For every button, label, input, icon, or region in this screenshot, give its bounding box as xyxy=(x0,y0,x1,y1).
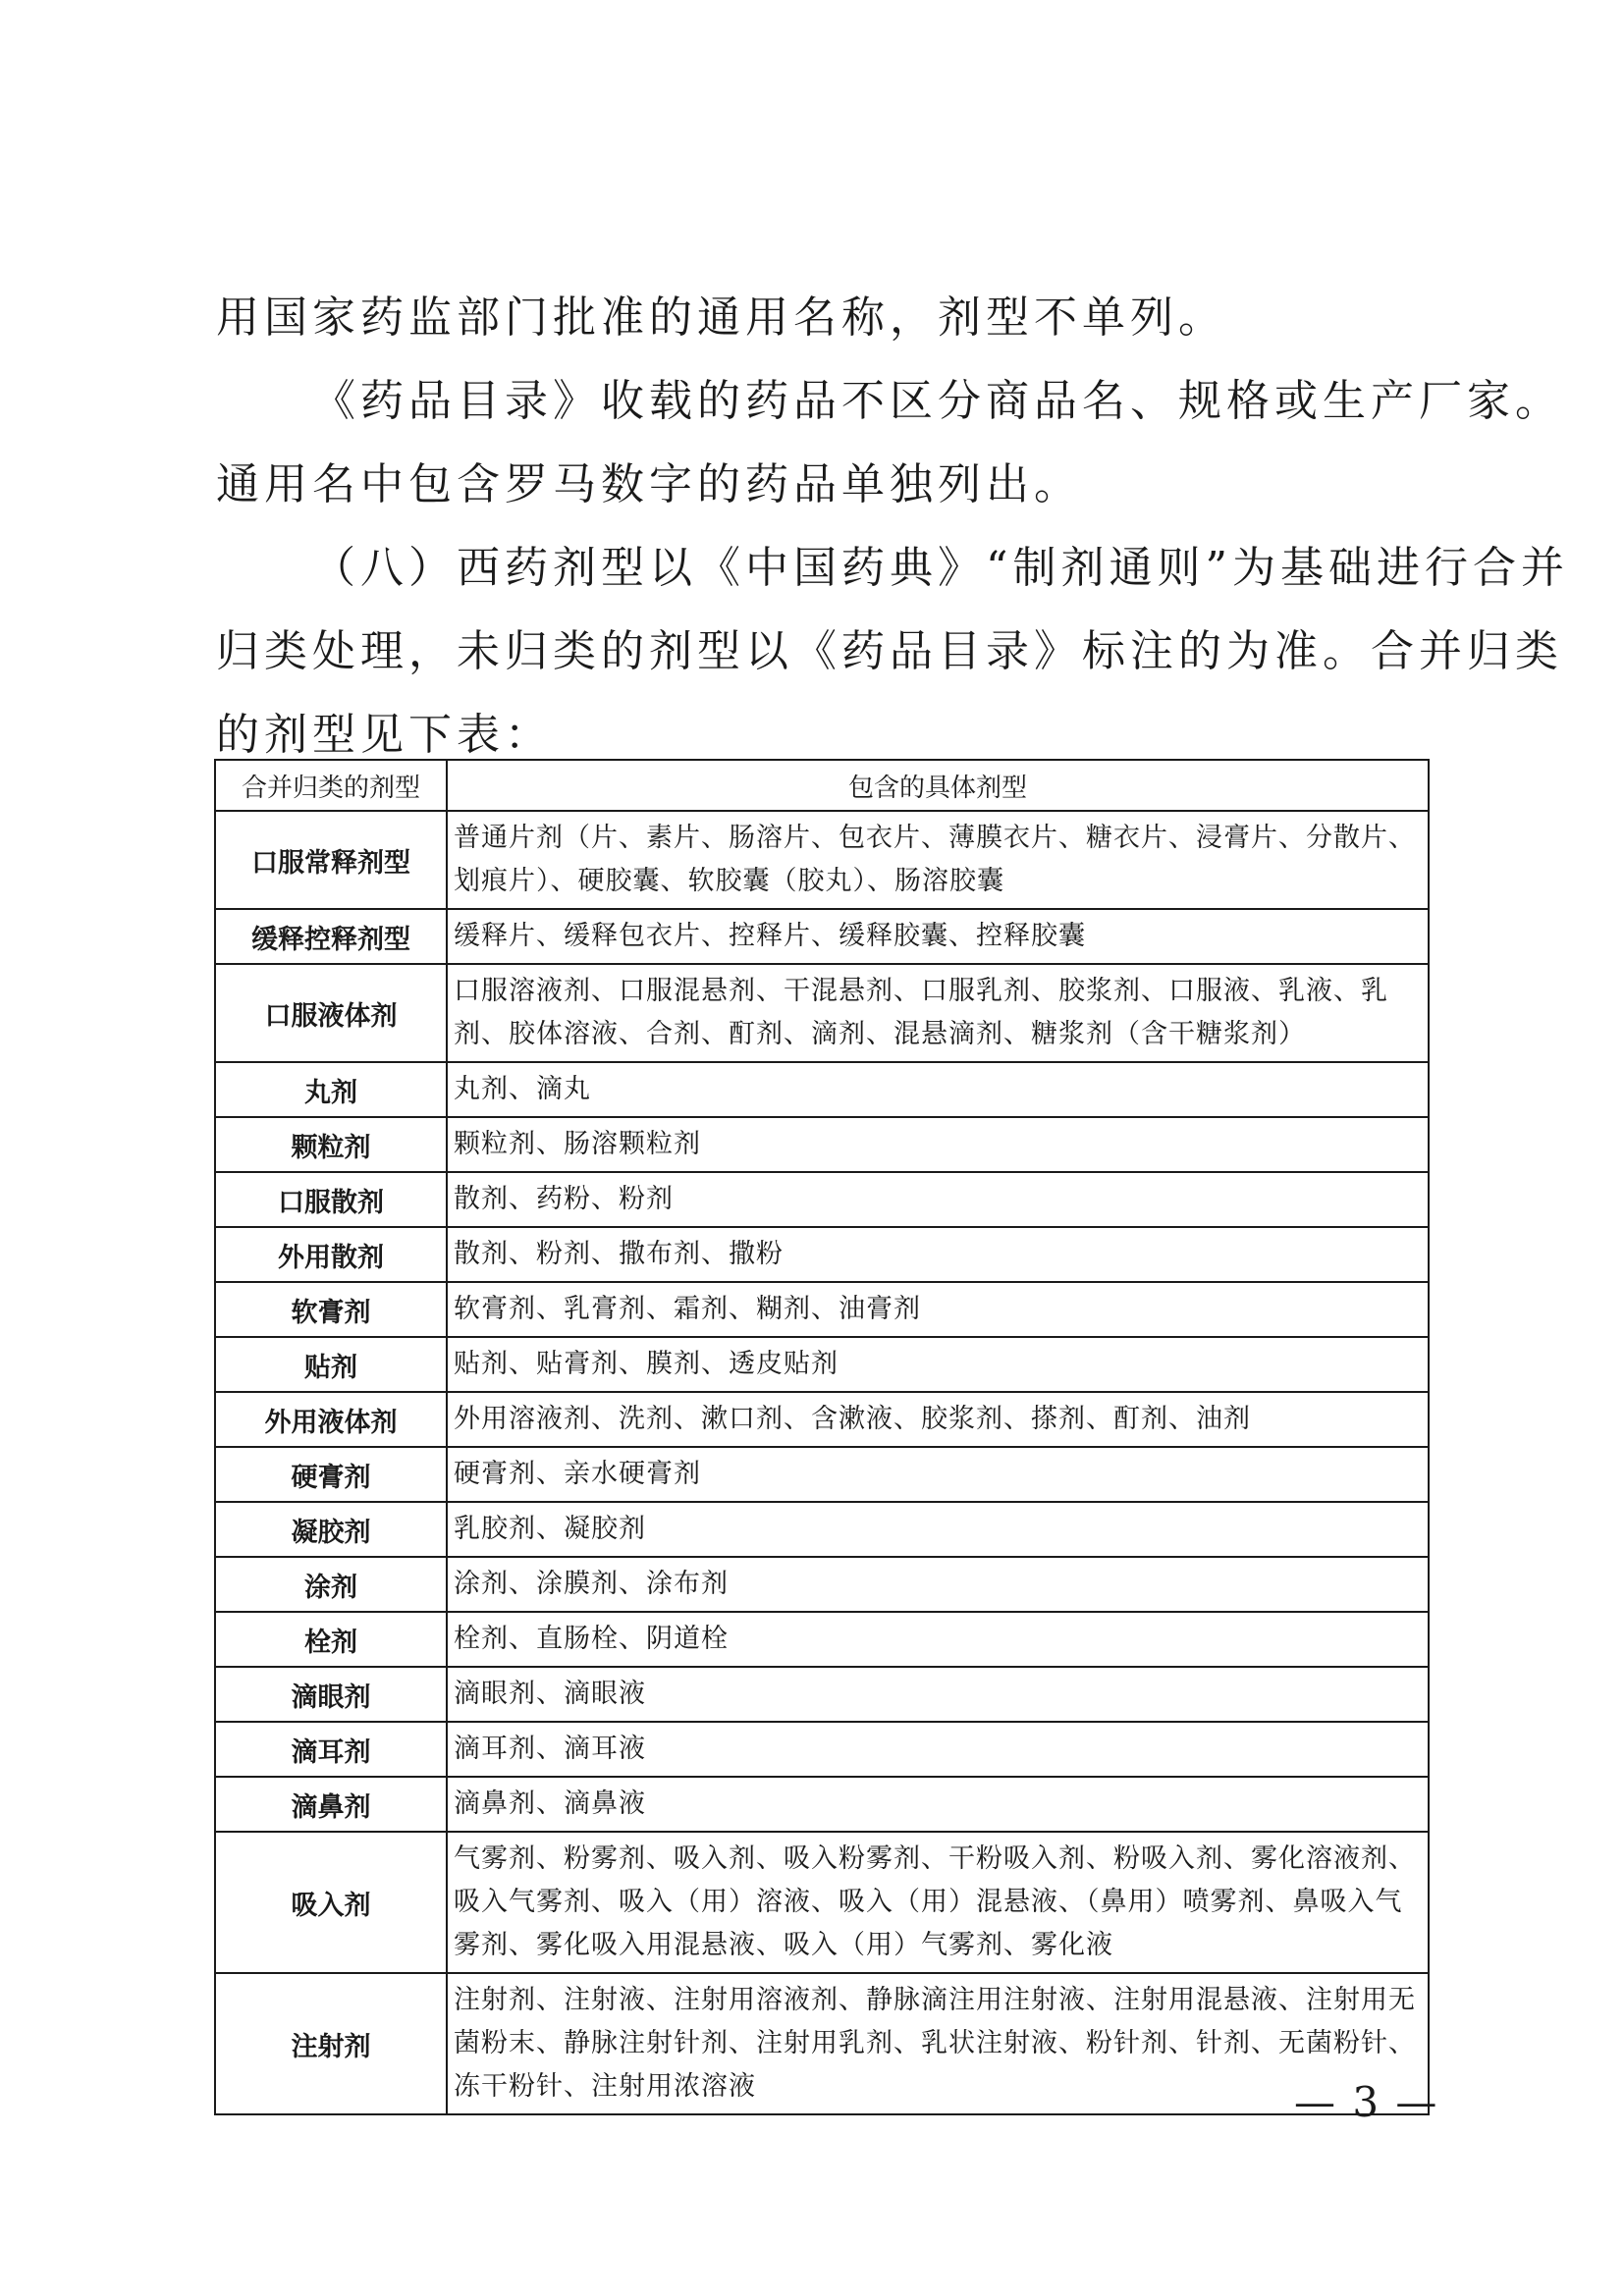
paragraph-line: 《药品目录》收载的药品不区分商品名、规格或生产厂家。 xyxy=(312,376,1563,426)
forms-cell: 栓剂、直肠栓、阴道栓 xyxy=(447,1612,1429,1667)
forms-cell: 口服溶液剂、口服混悬剂、干混悬剂、口服乳剂、胶浆剂、口服液、乳液、乳剂、胶体溶液、合剂、酊剂、滴剂、混悬滴剂、糖浆剂（含干糖浆剂） xyxy=(447,964,1429,1062)
category-cell: 缓释控释剂型 xyxy=(215,909,447,964)
paragraph-line: 通用名中包含罗马数字的药品单独列出。 xyxy=(216,459,1082,509)
forms-cell: 涂剂、涂膜剂、涂布剂 xyxy=(447,1557,1429,1612)
forms-cell: 滴眼剂、滴眼液 xyxy=(447,1667,1429,1722)
forms-cell: 贴剂、贴膏剂、膜剂、透皮贴剂 xyxy=(447,1337,1429,1392)
category-cell: 凝胶剂 xyxy=(215,1502,447,1557)
paragraph-line: 的剂型见下表： xyxy=(216,710,553,760)
category-cell: 外用液体剂 xyxy=(215,1392,447,1447)
table-row xyxy=(215,1337,1429,1392)
table-row xyxy=(215,964,1429,1062)
forms-cell: 滴耳剂、滴耳液 xyxy=(447,1722,1429,1777)
category-cell: 滴耳剂 xyxy=(215,1722,447,1777)
table-header-row xyxy=(215,760,1429,811)
table-row xyxy=(215,1392,1429,1447)
category-cell: 栓剂 xyxy=(215,1612,447,1667)
category-cell: 滴鼻剂 xyxy=(215,1777,447,1832)
table-row xyxy=(215,1557,1429,1612)
header-forms: 包含的具体剂型 xyxy=(447,760,1429,811)
paragraph-line: （八）西药剂型以《中国药典》“制剂通则”为基础进行合并 xyxy=(312,543,1569,593)
category-cell: 注射剂 xyxy=(215,1973,447,2114)
forms-cell: 注射剂、注射液、注射用溶液剂、静脉滴注用注射液、注射用混悬液、注射用无菌粉末、静脉注射针剂、注射用乳剂、乳状注射液、粉针剂、针剂、无菌粉针、冻干粉针、注射用浓溶液 xyxy=(447,1973,1429,2114)
table-row xyxy=(215,1117,1429,1172)
category-cell: 外用散剂 xyxy=(215,1227,447,1282)
table-row xyxy=(215,1722,1429,1777)
table-row xyxy=(215,1612,1429,1667)
table-row xyxy=(215,1973,1429,2114)
category-cell: 硬膏剂 xyxy=(215,1447,447,1502)
category-cell: 口服散剂 xyxy=(215,1172,447,1227)
category-cell: 口服液体剂 xyxy=(215,964,447,1062)
table-row xyxy=(215,1282,1429,1337)
forms-cell: 外用溶液剂、洗剂、漱口剂、含漱液、胶浆剂、搽剂、酊剂、油剂 xyxy=(447,1392,1429,1447)
category-cell: 涂剂 xyxy=(215,1557,447,1612)
forms-cell: 乳胶剂、凝胶剂 xyxy=(447,1502,1429,1557)
table-row xyxy=(215,1667,1429,1722)
category-cell: 贴剂 xyxy=(215,1337,447,1392)
category-cell: 口服常释剂型 xyxy=(215,811,447,909)
forms-cell: 缓释片、缓释包衣片、控释片、缓释胶囊、控释胶囊 xyxy=(447,909,1429,964)
forms-cell: 气雾剂、粉雾剂、吸入剂、吸入粉雾剂、干粉吸入剂、粉吸入剂、雾化溶液剂、吸入气雾剂、吸入（用）溶液、吸入（用）混悬液、（鼻用）喷雾剂、鼻吸入气雾剂、雾化吸入用混悬液、吸入（用）气雾剂、雾化液 xyxy=(447,1832,1429,1973)
forms-cell: 滴鼻剂、滴鼻液 xyxy=(447,1777,1429,1832)
page-number: — 3 — xyxy=(1294,2078,1439,2126)
category-cell: 软膏剂 xyxy=(215,1282,447,1337)
forms-cell: 普通片剂（片、素片、肠溶片、包衣片、薄膜衣片、糖衣片、浸膏片、分散片、划痕片）、硬胶囊、软胶囊（胶丸）、肠溶胶囊 xyxy=(447,811,1429,909)
category-cell: 颗粒剂 xyxy=(215,1117,447,1172)
forms-cell: 颗粒剂、肠溶颗粒剂 xyxy=(447,1117,1429,1172)
header-category: 合并归类的剂型 xyxy=(215,760,447,811)
forms-cell: 软膏剂、乳膏剂、霜剂、糊剂、油膏剂 xyxy=(447,1282,1429,1337)
forms-cell: 散剂、粉剂、撒布剂、撒粉 xyxy=(447,1227,1429,1282)
category-cell: 滴眼剂 xyxy=(215,1667,447,1722)
category-cell: 丸剂 xyxy=(215,1062,447,1117)
paragraph-line: 用国家药监部门批准的通用名称，剂型不单列。 xyxy=(216,293,1226,343)
table-row xyxy=(215,1502,1429,1557)
forms-cell: 硬膏剂、亲水硬膏剂 xyxy=(447,1447,1429,1502)
forms-cell: 丸剂、滴丸 xyxy=(447,1062,1429,1117)
table-row xyxy=(215,1227,1429,1282)
table-row xyxy=(215,1062,1429,1117)
paragraph-line: 归类处理，未归类的剂型以《药品目录》标注的为准。合并归类 xyxy=(216,626,1563,676)
table-row xyxy=(215,1832,1429,1973)
category-cell: 吸入剂 xyxy=(215,1832,447,1973)
table-row xyxy=(215,1777,1429,1832)
dosage-form-table xyxy=(214,759,1430,2115)
table-row xyxy=(215,1447,1429,1502)
table-row xyxy=(215,909,1429,964)
table-row xyxy=(215,811,1429,909)
table-row xyxy=(215,1172,1429,1227)
forms-cell: 散剂、药粉、粉剂 xyxy=(447,1172,1429,1227)
